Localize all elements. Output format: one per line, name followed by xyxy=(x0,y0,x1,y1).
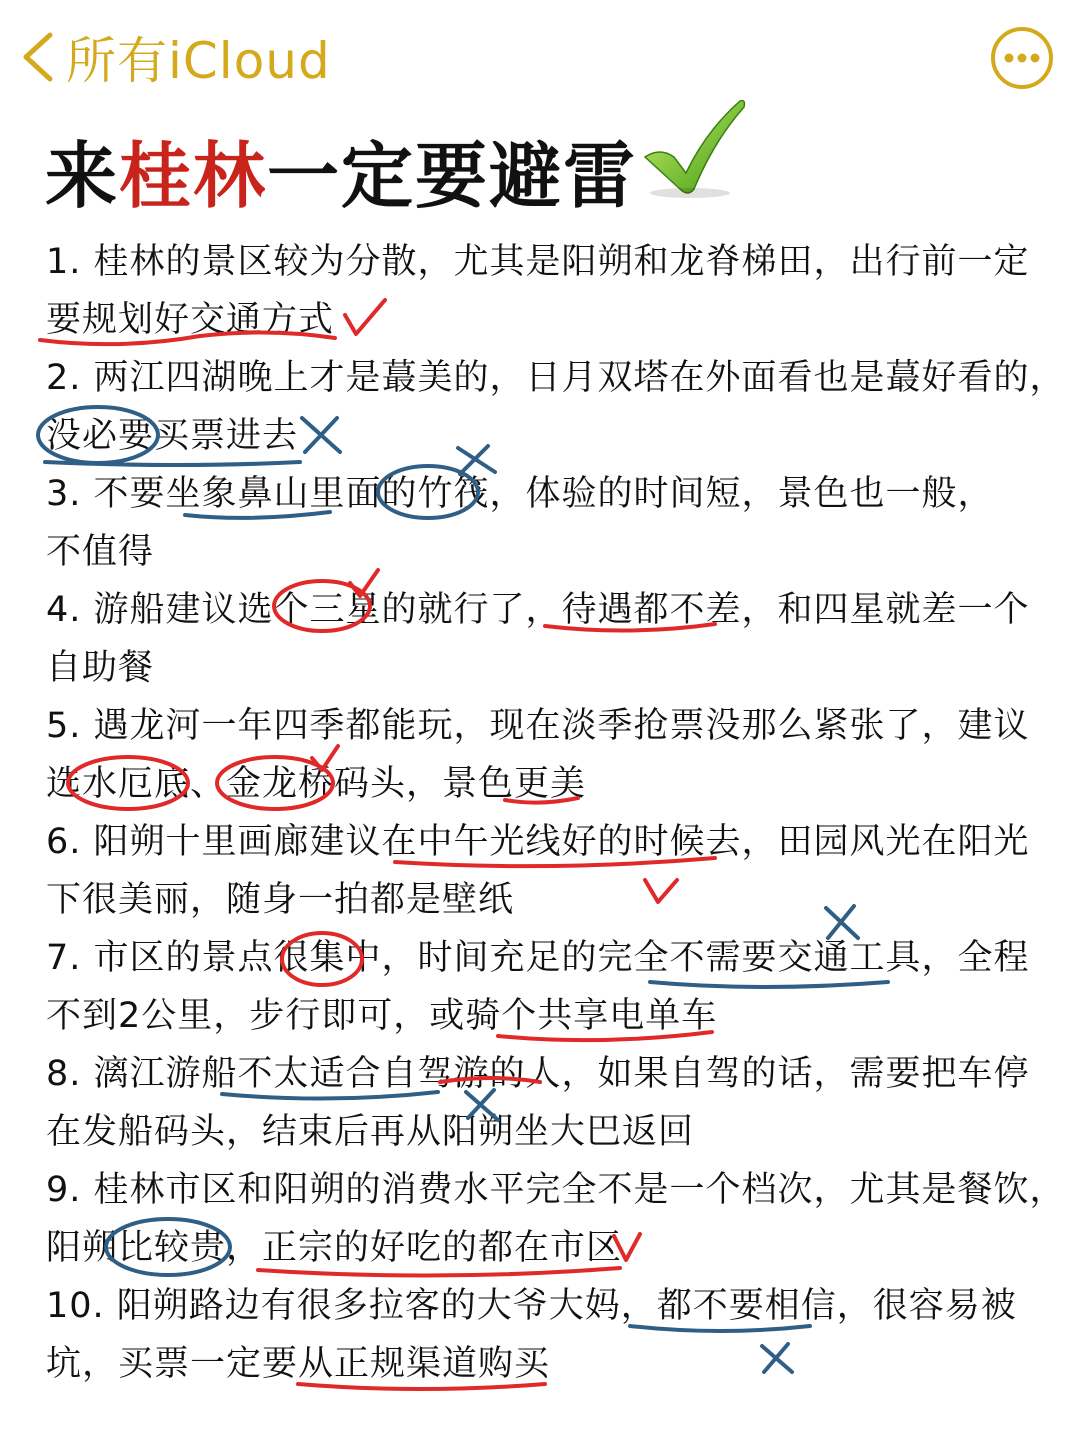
nav-bar xyxy=(0,0,1080,115)
tip-line: 自助餐 xyxy=(46,648,155,688)
back-button[interactable] xyxy=(18,22,331,92)
tip-line: 6. 阳朔十里画廊建议在中午光线好的时候去，田园风光在阳光 xyxy=(46,822,1030,862)
chevron-left-icon xyxy=(18,29,58,85)
tip-line: 不值得 xyxy=(46,532,155,572)
title-part-3: 一定要避雷 xyxy=(267,134,638,218)
green-checkmark-icon xyxy=(640,95,750,200)
tips-list xyxy=(46,233,1066,1393)
tip-line: 7. 市区的景点很集中，时间充足的完全不需要交通工具，全程 xyxy=(46,938,1030,978)
tip-line: 8. 漓江游船不太适合自驾游的人，如果自驾的话，需要把车停 xyxy=(46,1054,1030,1094)
tip-line: 2. 两江四湖晚上才是蕞美的，日月双塔在外面看也是蕞好看的， xyxy=(46,358,1066,398)
title-part-1: 来 xyxy=(45,134,120,218)
title-highlight: 桂林 xyxy=(119,134,268,218)
more-button[interactable] xyxy=(990,26,1054,90)
tip-line: 坑，买票一定要从正规渠道购买 xyxy=(46,1344,551,1384)
tip-line: 下很美丽，随身一拍都是壁纸 xyxy=(46,880,515,920)
tip-line: 要规划好交通方式 xyxy=(46,300,335,340)
tip-line: 3. 不要坐象鼻山里面的竹筏，体验的时间短，景色也一般， xyxy=(46,474,994,514)
tip-line: 阳朔比较贵，正宗的好吃的都在市区 xyxy=(46,1228,623,1268)
tip-line: 10. 阳朔路边有很多拉客的大爷大妈，都不要相信，很容易被 xyxy=(46,1286,1017,1326)
ellipsis-circle-icon xyxy=(990,26,1054,90)
back-label: 所有iCloud xyxy=(66,32,331,90)
tip-line: 5. 遇龙河一年四季都能玩，现在淡季抢票没那么紧张了，建议 xyxy=(46,706,1030,746)
page-title xyxy=(45,120,637,220)
tip-line: 9. 桂林市区和阳朔的消费水平完全不是一个档次，尤其是餐饮， xyxy=(46,1170,1066,1210)
tip-line: 1. 桂林的景区较为分散，尤其是阳朔和龙脊梯田，出行前一定 xyxy=(46,242,1030,282)
tip-line: 不到2公里，步行即可，或骑个共享电单车 xyxy=(46,996,718,1036)
tip-line: 没必要买票进去 xyxy=(46,416,299,456)
tip-line: 在发船码头，结束后再从阳朔坐大巴返回 xyxy=(46,1112,695,1152)
tip-line: 4. 游船建议选个三星的就行了，待遇都不差，和四星就差一个 xyxy=(46,590,1030,630)
tip-line: 选水厄底、金龙桥码头，景色更美 xyxy=(46,764,587,804)
